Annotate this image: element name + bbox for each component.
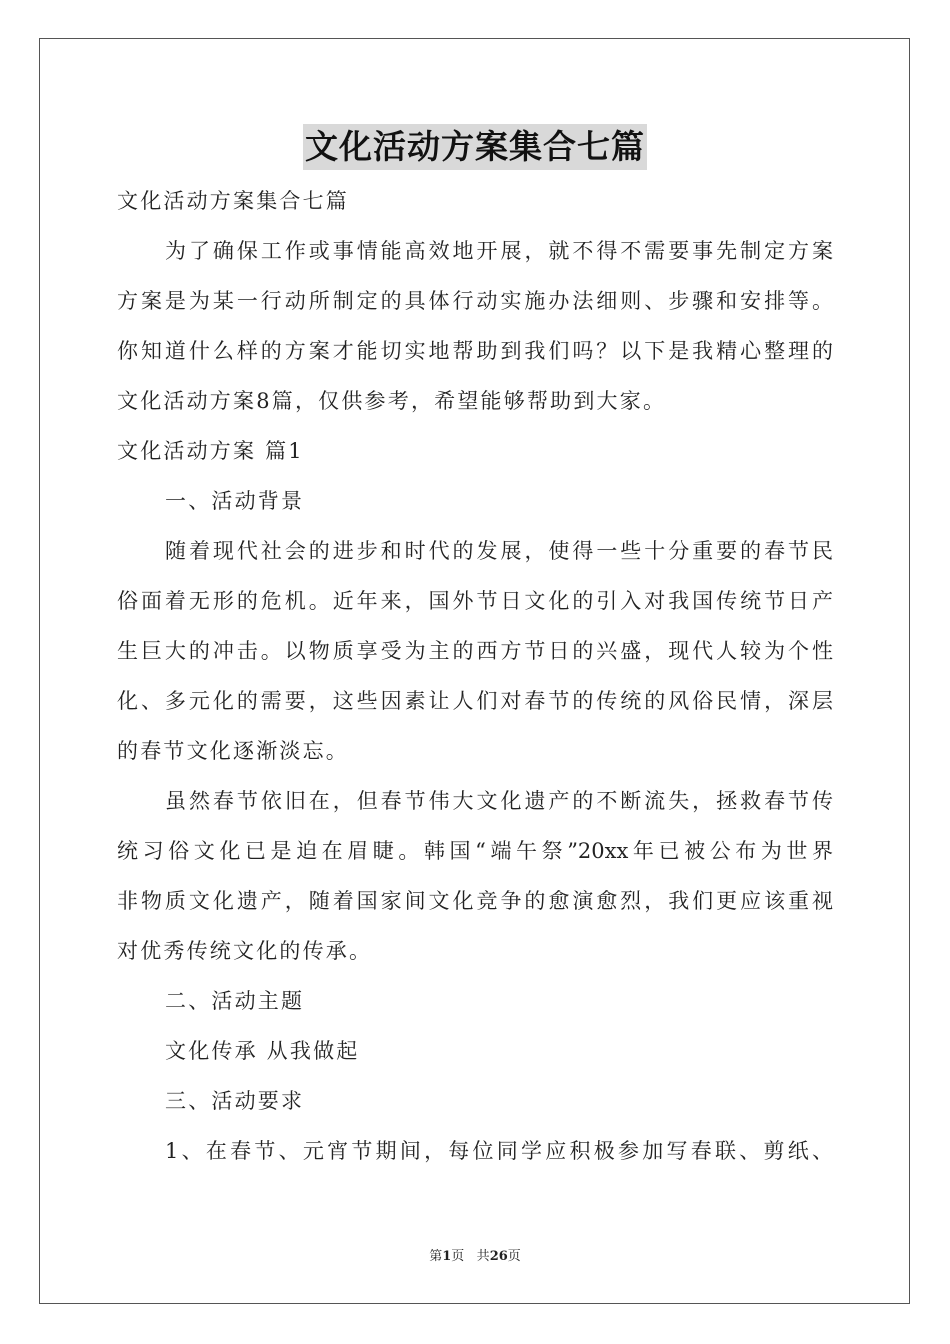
text-line: 文化传承 从我做起 bbox=[165, 1039, 360, 1063]
text-line: 1、在春节、元宵节期间，每位同学应积极参加写春联、剪纸、 bbox=[165, 1139, 833, 1163]
title-container bbox=[0, 124, 950, 170]
text-line: 方案是为某一行动所制定的具体行动实施办法细则、步骤和安排等。 bbox=[117, 289, 833, 313]
footer-total-prefix: 共 bbox=[476, 1249, 490, 1264]
text-line: 一、活动背景 bbox=[165, 489, 305, 513]
text-line: 统习俗文化已是迫在眉睫。韩国“端午祭”20xx年已被公布为世界 bbox=[117, 839, 833, 863]
footer-page-prefix: 第 bbox=[429, 1249, 443, 1264]
text-line: 的春节文化逐渐淡忘。 bbox=[117, 739, 349, 763]
text-line: 你知道什么样的方案才能切实地帮助到我们吗？以下是我精心整理的 bbox=[117, 339, 833, 363]
document-body bbox=[117, 176, 833, 1176]
footer-total-pages: 26 bbox=[489, 1249, 508, 1264]
text-line: 三、活动要求 bbox=[165, 1089, 305, 1113]
text-line: 生巨大的冲击。以物质享受为主的西方节日的兴盛，现代人较为个性 bbox=[117, 639, 833, 663]
text-line: 为了确保工作或事情能高效地开展，就不得不需要事先制定方案 bbox=[165, 239, 833, 263]
text-line: 化、多元化的需要，这些因素让人们对春节的传统的风俗民情，深层 bbox=[117, 689, 833, 713]
footer-total-suffix: 页 bbox=[507, 1249, 521, 1264]
page-footer bbox=[0, 1248, 950, 1266]
text-line: 对优秀传统文化的传承。 bbox=[117, 939, 373, 963]
text-line: 文化活动方案 篇1 bbox=[117, 439, 304, 463]
text-line: 随着现代社会的进步和时代的发展，使得一些十分重要的春节民 bbox=[165, 539, 833, 563]
footer-page-number: 1 bbox=[442, 1249, 452, 1264]
text-line: 二、活动主题 bbox=[165, 989, 305, 1013]
text-line: 文化活动方案8篇，仅供参考，希望能够帮助到大家。 bbox=[117, 389, 667, 413]
footer-page-suffix: 页 bbox=[451, 1249, 465, 1264]
text-line: 俗面着无形的危机。近年来，国外节日文化的引入对我国传统节日产 bbox=[117, 589, 833, 613]
text-line: 非物质文化遗产，随着国家间文化竞争的愈演愈烈，我们更应该重视 bbox=[117, 889, 833, 913]
text-line: 文化活动方案集合七篇 bbox=[117, 189, 349, 213]
text-line: 虽然春节依旧在，但春节伟大文化遗产的不断流失，拯救春节传 bbox=[165, 789, 833, 813]
document-title: 文化活动方案集合七篇 bbox=[303, 124, 647, 170]
